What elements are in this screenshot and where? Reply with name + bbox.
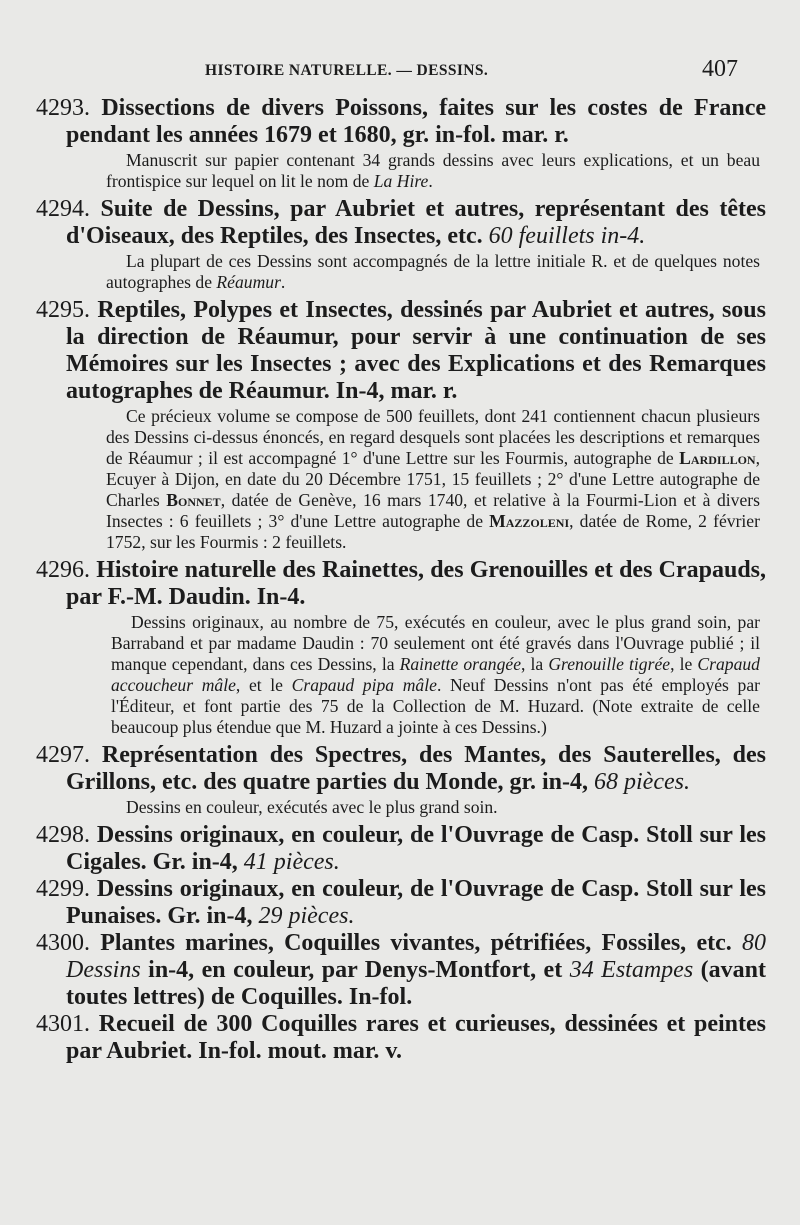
text-run: . <box>428 171 433 191</box>
text-run: Manuscrit sur papier contenant 34 grands dessins avec leurs explications, et un beau frontispice sur lequel on lit le nom de <box>106 150 760 191</box>
entry-number: 4300. <box>36 930 90 956</box>
entry-heading <box>36 822 766 876</box>
entry-format: 41 pièces. <box>243 849 340 875</box>
catalogue-entry <box>36 930 766 1011</box>
text-run: Dessins originaux, au nombre de 75, exécutés en couleur, avec le plus grand soin, par Barraband et par madame Daudin : 70 seulement ont été gravés dans l'Ouvrage publié ; il manque cependant, dans ces Dessins, la <box>111 612 760 674</box>
entry-heading <box>36 557 766 611</box>
catalogue-entry <box>36 557 766 738</box>
entry-note <box>36 251 766 293</box>
catalogue-entry <box>36 822 766 876</box>
catalogue-entry <box>36 297 766 553</box>
entry-heading <box>36 930 766 1011</box>
catalogue-entry <box>36 95 766 192</box>
text-run: , la <box>521 654 549 674</box>
entry-title: Recueil de 300 Coquilles rares et curieuses, dessinées et peintes par Aubriet. In-fol. mout. mar. v. <box>66 1011 767 1064</box>
entry-number: 4301. <box>36 1011 90 1037</box>
entry-heading <box>36 1011 766 1065</box>
entry-note <box>36 612 766 738</box>
emphasized-text: Rainette orangée <box>399 654 522 674</box>
entry-heading <box>36 742 766 796</box>
entry-number: 4296. <box>36 557 90 583</box>
entry-title: Dessins originaux, en couleur, de l'Ouvrage de Casp. Stoll sur les Cigales. Gr. in-4, <box>66 822 766 875</box>
emphasized-text: 80 Dessins <box>66 930 767 983</box>
entry-heading <box>36 297 766 405</box>
text-run: , Ecuyer à Dijon, en date du 20 Décembre 1751, 15 feuillets ; 2° d'une Lettre autographe de Charles <box>106 448 760 510</box>
text-run: (avant toutes lettres) de Coquilles. In-fol. <box>66 957 766 1010</box>
text-run: Ce précieux volume se compose de 500 feuillets, dont 241 contiennent chacun plusieurs des Dessins ci-dessus énoncés, en regard desquels sont placées les descriptions et remarques de Réaumur ; il est accompagné 1° d'une Lettre sur les Fourmis, autographe de <box>106 406 760 468</box>
emphasized-text: Crapaud accoucheur mâle <box>111 654 760 695</box>
entry-heading <box>36 196 766 250</box>
text-run: Dessins en couleur, exécutés avec le plus grand soin. <box>126 797 498 817</box>
entry-format: 68 pièces. <box>594 769 690 795</box>
entry-title: Dessins originaux, en couleur, de l'Ouvrage de Casp. Stoll sur les Punaises. Gr. in-4, <box>66 876 766 929</box>
entry-title: Dissections de divers Poissons, faites sur les costes de France pendant les années 1679 et 1680, gr. in-fol. mar. r. <box>66 95 767 148</box>
entry-heading <box>36 876 766 930</box>
entry-note <box>36 797 766 818</box>
entry-number: 4295. <box>36 297 90 323</box>
entry-title: Histoire naturelle des Rainettes, des Grenouilles et des Crapauds, par F.-M. Daudin. In-4. <box>66 557 767 610</box>
entry-note <box>36 150 766 192</box>
running-head: HISTOIRE NATURELLE. — DESSINS. <box>205 62 489 79</box>
entry-heading <box>36 95 766 149</box>
entry-number: 4299. <box>36 876 90 902</box>
emphasized-text: Bonnet <box>166 490 221 510</box>
entry-title <box>66 930 766 1010</box>
entry-title: Suite de Dessins, par Aubriet et autres, représentant des têtes d'Oiseaux, des Reptiles, des Insectes, etc. <box>66 196 767 249</box>
catalogue-entry <box>36 1011 766 1065</box>
entry-number: 4298. <box>36 822 90 848</box>
text-run: . <box>280 272 286 292</box>
entry-title: Représentation des Spectres, des Mantes, des Sauterelles, des Grillons, etc. des quatre parties du Monde, gr. in-4, <box>66 742 767 795</box>
text-run: , datée de Genève, 16 mars 1740, et relative à la Fourmi-Lion et à divers Insectes : 6 feuillets ; 3° d'une Lettre autographe de <box>106 490 760 531</box>
emphasized-text: La Hire <box>373 171 429 191</box>
emphasized-text: Mazzoleni <box>489 511 570 531</box>
entry-note <box>36 406 766 553</box>
text-run: . Neuf Dessins n'ont pas été employés par l'Éditeur, et font partie des 75 de la Collection de M. Huzard. (Note extraite de celle beaucoup plus étendue que M. Huzard a jointe à ces Dessins.) <box>111 675 760 737</box>
text-run: in-4, en couleur, par Denys-Montfort, et <box>140 957 570 983</box>
emphasized-text: Lardillon <box>679 448 756 468</box>
emphasized-text: Crapaud pipa mâle <box>291 675 437 695</box>
text-run: Plantes marines, Coquilles vivantes, pétrifiées, Fossiles, etc. <box>100 930 743 956</box>
entry-format: 60 feuillets in-4. <box>488 223 646 249</box>
text-run: , et le <box>235 675 292 695</box>
text-run: , datée de Rome, 2 février 1752, sur les Fourmis : 2 feuillets. <box>106 511 760 552</box>
emphasized-text: Grenouille tigrée <box>548 654 671 674</box>
entry-title: Reptiles, Polypes et Insectes, dessinés par Aubriet et autres, sous la direction de Réaumur, pour servir à une continuation de ses Mémoires sur les Insectes ; avec des Explications et des Remarques autographes de Réaumur. In-4, mar. r. <box>66 297 766 404</box>
catalogue-entry <box>36 876 766 930</box>
catalogue-entry <box>36 196 766 293</box>
text-run: La plupart de ces Dessins sont accompagnés de la lettre initiale R. et de quelques notes autographes de <box>106 251 760 292</box>
emphasized-text: 34 Estampes <box>569 957 694 983</box>
page-number: 407 <box>702 56 738 82</box>
entry-number: 4293. <box>36 95 90 121</box>
emphasized-text: Réaumur <box>216 272 281 292</box>
entry-format: 29 pièces. <box>258 903 355 929</box>
entry-number: 4294. <box>36 196 90 222</box>
entry-number: 4297. <box>36 742 90 768</box>
text-run: , le <box>670 654 698 674</box>
catalogue-entries <box>36 95 766 1065</box>
catalogue-entry <box>36 742 766 818</box>
